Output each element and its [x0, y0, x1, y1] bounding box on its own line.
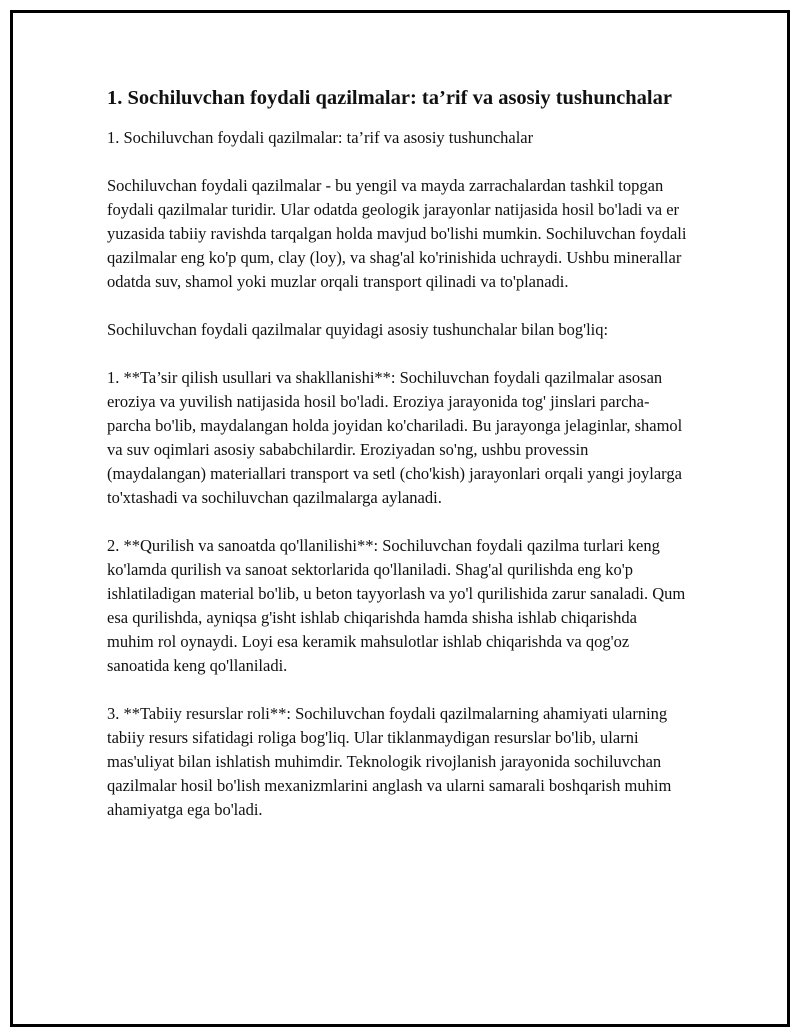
paragraph-natural-resources: 3. **Tabiiy resurslar roli**: Sochiluvchan foydali qazilmalarning ahamiyati ularning tabiiy resurs sifatidagi roliga bog'liq. Ular tiklanmaydigan resurslar bo'lib, ularni mas'uliyat bilan ishlatish muhimdir. Teknologik rivojlanish jarayonida sochiluvchan qazilmalar hosil bo'lish mexanizmlarini anglash va ularni samarali boshqarish muhim ahamiyatga ega bo'ladi. [107, 704, 672, 819]
paragraph-construction-use: 2. **Qurilish va sanoatda qo'llanilishi**: Sochiluvchan foydali qazilma turlari keng ko'lamda qurilish va sanoat sektorlarida qo'llaniladi. Shag'al qurilishda eng ko'p ishlatiladigan material bo'lib, u beton tayyorlash va yo'l qurilishida zarur sanaladi. Qum esa qurilishda, ayniqsa g'isht ishlab chiqarishda hamda shisha ishlab chiqarishda muhim rol oynaydi. Loyi esa keramik mahsulotlar ishlab chiqarishda va qog'oz sanoatida keng qo'llaniladi. [107, 536, 686, 675]
document-title: 1. Sochiluvchan foydali qazilmalar: ta’rif va asosiy tushunchalar [107, 87, 672, 109]
paragraph-intro: Sochiluvchan foydali qazilmalar - bu yengil va mayda zarrachalardan tashkil topgan foydali qazilmalar turidir. Ular odatda geologik jarayonlar natijasida hosil bo'ladi va er yuzasida tabiiy ravishda tarqalgan holda mavjud bo'lishi mumkin. Sochiluvchan foydali qazilmalar eng ko'p qum, clay (loy), va shag'al ko'rinishida uchraydi. Ushbu minerallar odatda suv, shamol yoki muzlar orqali transport qilinadi va to'planadi. [107, 176, 687, 291]
paragraph-formation: 1. **Ta’sir qilish usullari va shakllanishi**: Sochiluvchan foydali qazilmalar asosan eroziya va yuvilish natijasida hosil bo'ladi. Eroziya jarayonida tog' jinslari parcha-parcha bo'lib, maydalangan holda joyidan ko'chariladi. Bu jarayonga jelaginlar, shamol va suv oqimlari asosiy sababchilardir. Eroziyadan so'ng, ushbu provessin (maydalangan) materiallari transport va setl (cho'kish) jarayonlari orqali yangi joylarga to'xtashadi va sochiluvchan qazilmalarga aylanadi. [107, 368, 683, 507]
document-body [107, 84, 687, 822]
paragraph-concepts-lead: Sochiluvchan foydali qazilmalar quyidagi asosiy tushunchalar bilan bog'liq: [107, 320, 609, 339]
document-subtitle: 1. Sochiluvchan foydali qazilmalar: ta’rif va asosiy tushunchalar [107, 128, 534, 147]
